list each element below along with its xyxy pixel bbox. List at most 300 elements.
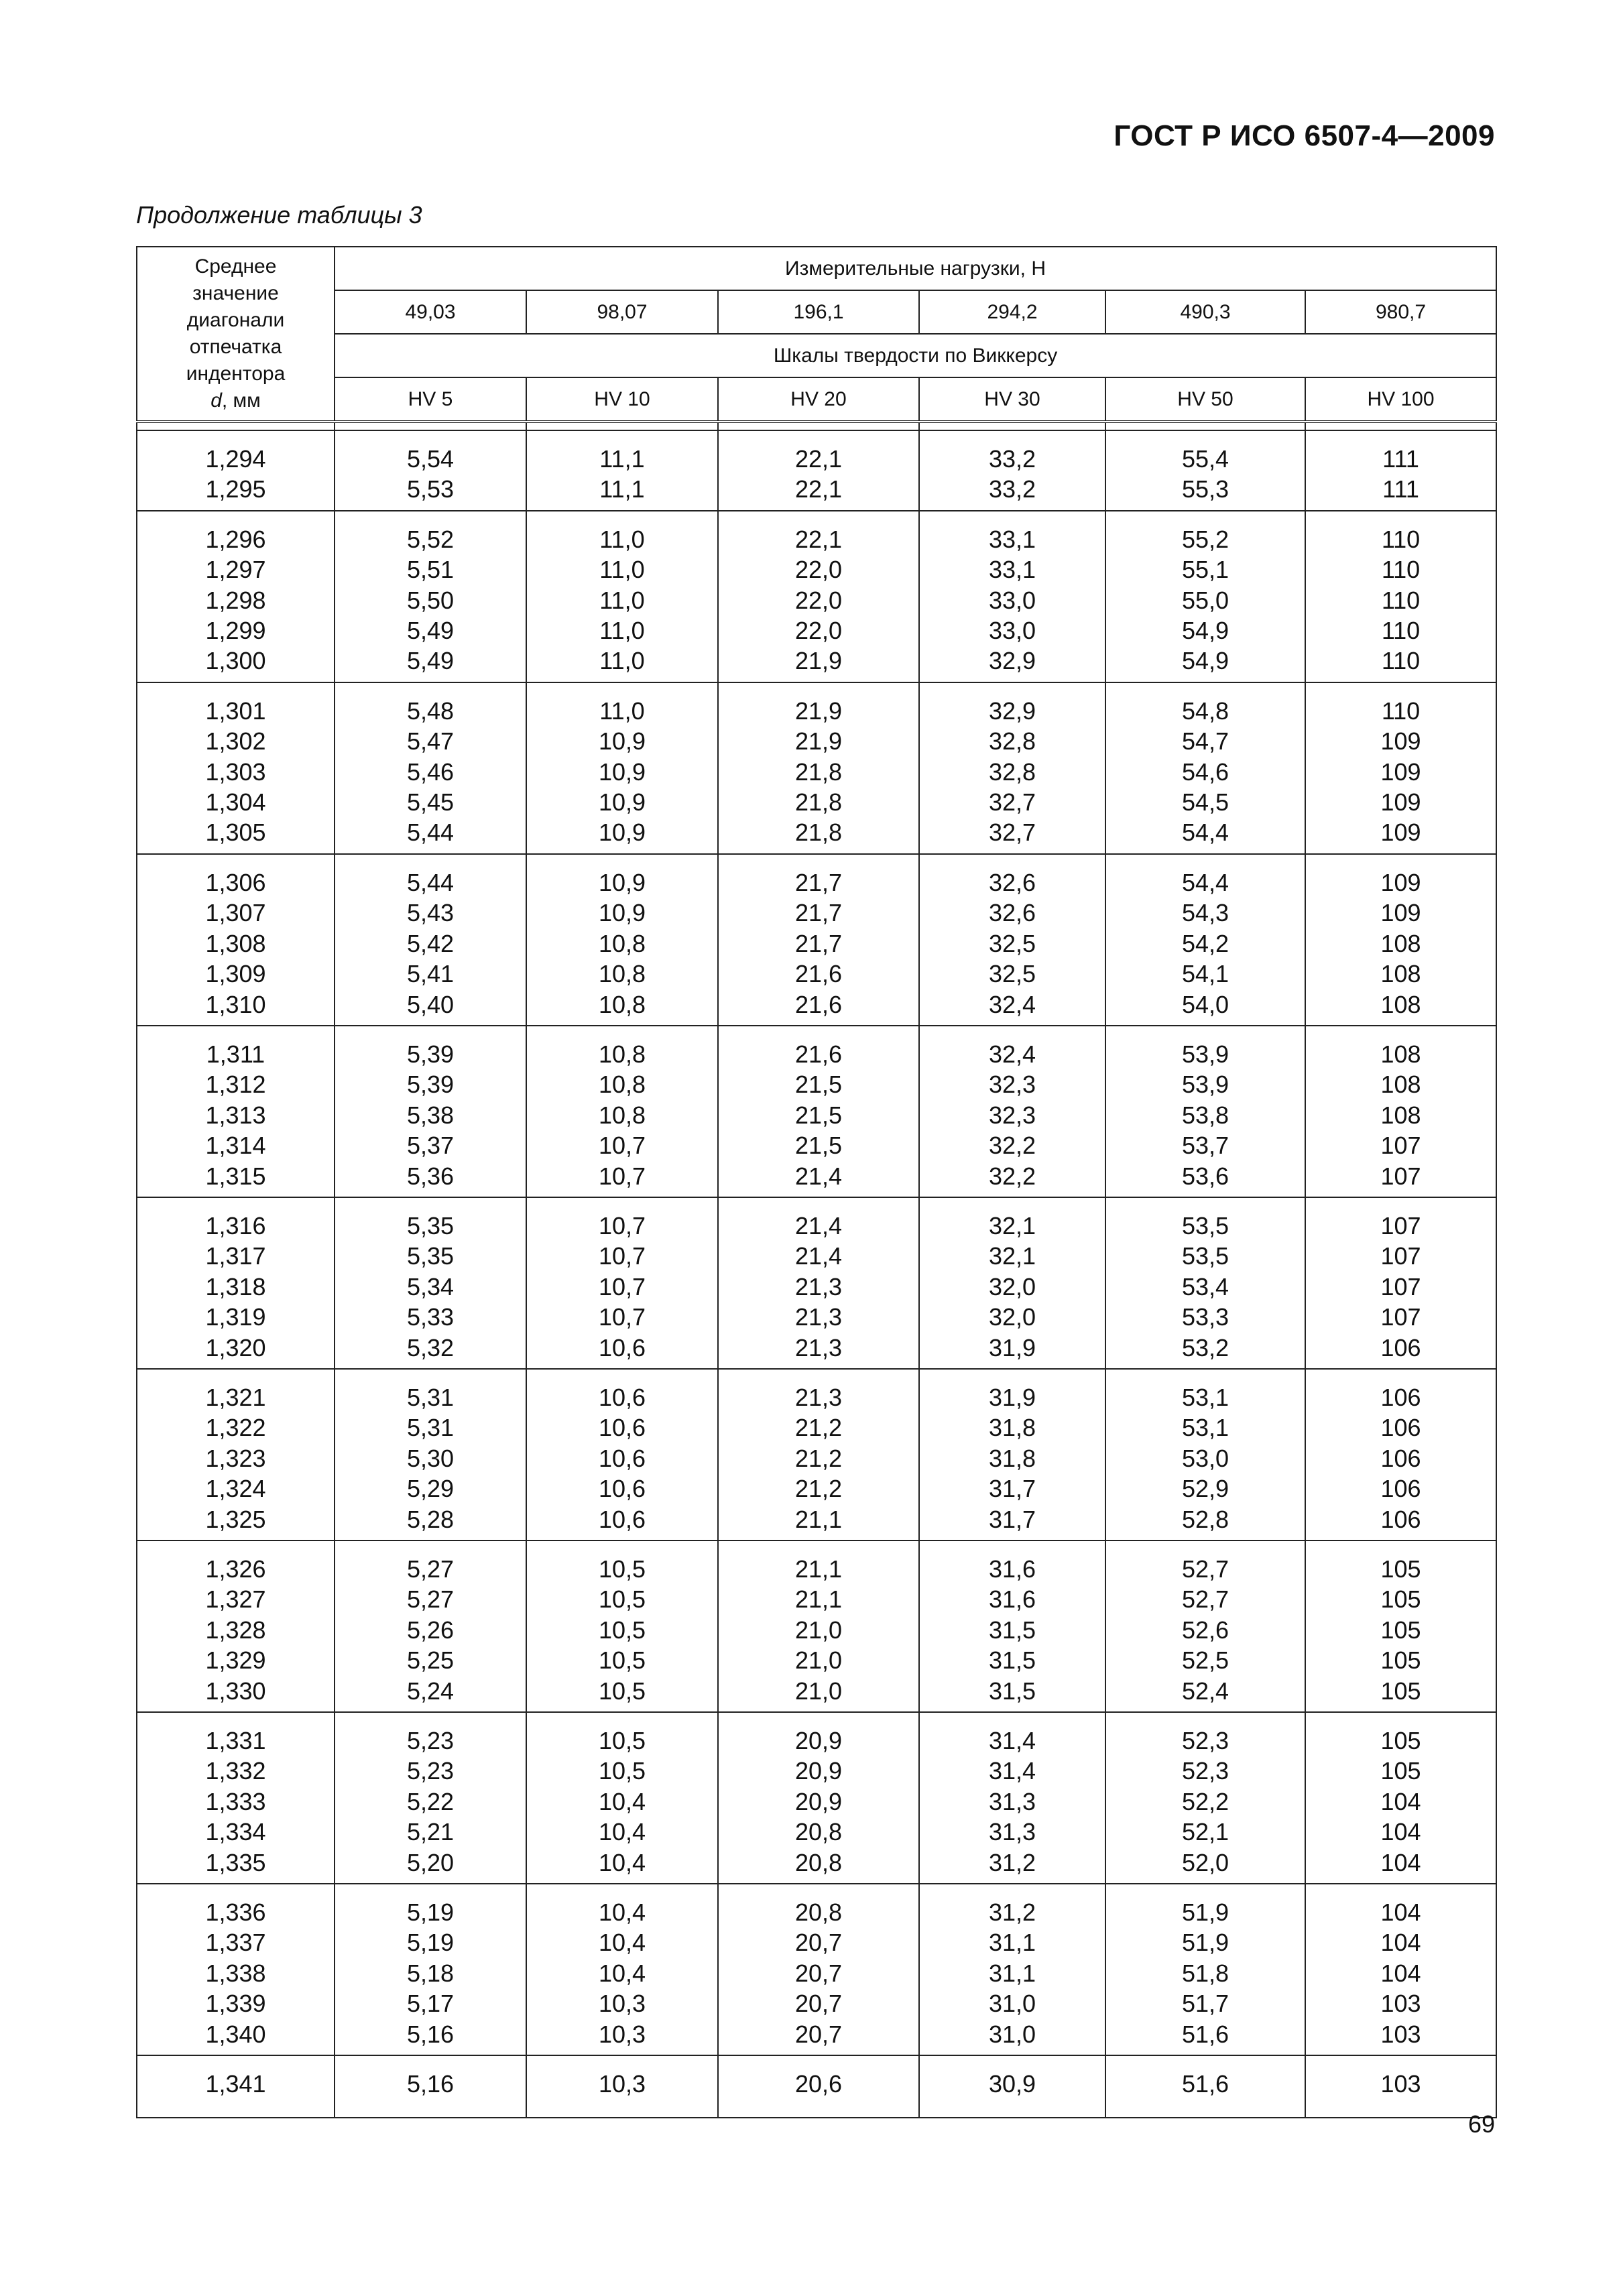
hardness-cell (1305, 1197, 1496, 1369)
header-line: отпечатка (189, 336, 282, 358)
hardness-cell (1305, 430, 1496, 511)
hardness-cell (1105, 1884, 1305, 2055)
cell-value: 22,0 (794, 586, 843, 614)
hardness-cell (919, 511, 1105, 682)
table-continuation-caption: Продолжение таблицы 3 (136, 201, 422, 229)
cell-value: 52,1 (1181, 1818, 1229, 1846)
cell-value: 31,3 (988, 1818, 1036, 1846)
scale-label: HV 50 (1105, 377, 1305, 422)
cell-value: 10,4 (598, 1898, 646, 1927)
hardness-cell (1105, 430, 1305, 511)
cell-value: 1,307 (205, 899, 266, 927)
cell-value: 55,3 (1181, 475, 1229, 503)
cell-value: 1,315 (205, 1162, 266, 1190)
cell-value: 21,8 (794, 788, 843, 817)
cell-value: 1,301 (205, 697, 266, 725)
cell-value: 54,7 (1181, 727, 1229, 756)
cell-value: 21,8 (794, 819, 843, 847)
cell-value: 1,295 (205, 475, 266, 503)
cell-value: 103 (1380, 2070, 1421, 2098)
diagonal-cell (137, 682, 335, 854)
cell-value: 106 (1380, 1475, 1421, 1503)
cell-value: 5,52 (406, 525, 455, 553)
cell-value: 20,8 (794, 1848, 843, 1876)
hardness-cell (718, 430, 919, 511)
cell-value: 10,8 (598, 1071, 646, 1099)
cell-value: 10,4 (598, 1929, 646, 1957)
cell-value: 1,303 (205, 758, 266, 786)
hardness-cell (335, 1197, 526, 1369)
cell-value: 5,24 (406, 1677, 455, 1705)
hardness-cell (718, 1884, 919, 2055)
load-value: 980,7 (1305, 290, 1496, 334)
cell-value: 106 (1380, 1414, 1421, 1442)
cell-value: 10,7 (598, 1272, 646, 1301)
cell-value: 31,5 (988, 1646, 1036, 1675)
cell-value: 51,7 (1181, 1990, 1229, 2018)
cell-value: 54,6 (1181, 758, 1229, 786)
cell-value: 32,0 (988, 1272, 1036, 1301)
hardness-cell (1305, 1369, 1496, 1540)
row-group (137, 1712, 1496, 1884)
cell-value: 109 (1380, 899, 1421, 927)
cell-value: 10,9 (598, 758, 646, 786)
hardness-cell (526, 1197, 718, 1369)
hardness-cell (919, 2055, 1105, 2117)
cell-value: 1,326 (205, 1555, 266, 1583)
cell-value: 5,22 (406, 1787, 455, 1815)
hardness-cell (919, 1026, 1105, 1197)
hardness-cell (718, 1026, 919, 1197)
cell-value: 21,3 (794, 1383, 843, 1411)
cell-value: 54,3 (1181, 899, 1229, 927)
cell-value: 21,4 (794, 1242, 843, 1270)
cell-value: 54,4 (1181, 868, 1229, 896)
cell-value: 10,5 (598, 1757, 646, 1785)
cell-value: 22,0 (794, 617, 843, 645)
cell-value: 110 (1381, 617, 1421, 645)
cell-value: 5,51 (406, 556, 455, 584)
cell-value: 21,8 (794, 758, 843, 786)
cell-value: 5,16 (406, 2070, 455, 2098)
cell-value: 32,6 (988, 899, 1036, 927)
cell-value: 5,38 (406, 1101, 455, 1129)
cell-value: 105 (1380, 1616, 1421, 1644)
cell-value: 53,9 (1181, 1071, 1229, 1099)
cell-value: 103 (1380, 2020, 1421, 2048)
cell-value: 1,336 (205, 1898, 266, 1927)
cell-value: 20,9 (794, 1787, 843, 1815)
cell-value: 1,314 (205, 1132, 266, 1160)
cell-value: 53,8 (1181, 1101, 1229, 1129)
cell-value: 21,5 (794, 1101, 843, 1129)
cell-value: 32,7 (988, 788, 1036, 817)
cell-value: 20,7 (794, 1929, 843, 1957)
cell-value: 5,31 (406, 1383, 455, 1411)
cell-value: 21,9 (794, 647, 843, 675)
cell-value: 10,7 (598, 1303, 646, 1331)
cell-value: 10,9 (598, 819, 646, 847)
hardness-cell (335, 1026, 526, 1197)
cell-value: 5,29 (406, 1475, 455, 1503)
cell-value: 107 (1380, 1211, 1421, 1240)
cell-value: 1,294 (205, 445, 266, 473)
cell-value: 10,9 (598, 899, 646, 927)
hardness-cell (718, 1540, 919, 1712)
hardness-cell (718, 1369, 919, 1540)
cell-value: 31,6 (988, 1585, 1036, 1614)
cell-value: 31,2 (988, 1898, 1036, 1927)
cell-value: 105 (1380, 1555, 1421, 1583)
hardness-cell (526, 1884, 718, 2055)
hardness-cell (1305, 682, 1496, 854)
diagonal-cell (137, 1197, 335, 1369)
cell-value: 1,300 (205, 647, 266, 675)
cell-value: 32,3 (988, 1071, 1036, 1099)
cell-value: 32,3 (988, 1101, 1036, 1129)
cell-value: 1,302 (205, 727, 266, 756)
cell-value: 1,324 (205, 1475, 266, 1503)
cell-value: 1,312 (205, 1071, 266, 1099)
cell-value: 21,3 (794, 1303, 843, 1331)
cell-value: 108 (1380, 960, 1421, 988)
cell-value: 21,0 (794, 1677, 843, 1705)
cell-value: 51,8 (1181, 1959, 1229, 1987)
hardness-cell (1105, 1369, 1305, 1540)
cell-value: 33,0 (988, 617, 1036, 645)
cell-value: 54,9 (1181, 617, 1229, 645)
cell-value: 54,4 (1181, 819, 1229, 847)
cell-value: 52,3 (1181, 1727, 1229, 1755)
cell-value: 10,9 (598, 727, 646, 756)
row-group (137, 1026, 1496, 1197)
cell-value: 1,299 (205, 617, 266, 645)
hardness-cell (1305, 1026, 1496, 1197)
cell-value: 5,23 (406, 1757, 455, 1785)
cell-value: 31,1 (988, 1929, 1036, 1957)
cell-value: 33,2 (988, 475, 1036, 503)
cell-value: 20,7 (794, 2020, 843, 2048)
cell-value: 10,3 (598, 2020, 646, 2048)
load-value: 196,1 (718, 290, 919, 334)
cell-value: 1,297 (205, 556, 266, 584)
hardness-cell (1305, 1712, 1496, 1884)
cell-value: 5,30 (406, 1444, 455, 1472)
cell-value: 52,8 (1181, 1505, 1229, 1533)
cell-value: 31,5 (988, 1677, 1036, 1705)
cell-value: 106 (1380, 1505, 1421, 1533)
cell-value: 22,1 (794, 525, 843, 553)
cell-value: 51,9 (1181, 1929, 1229, 1957)
cell-value: 5,35 (406, 1242, 455, 1270)
hardness-cell (1305, 1540, 1496, 1712)
cell-value: 52,6 (1181, 1616, 1229, 1644)
cell-value: 52,4 (1181, 1677, 1229, 1705)
cell-value: 107 (1380, 1132, 1421, 1160)
hardness-cell (919, 1197, 1105, 1369)
cell-value: 32,4 (988, 1040, 1036, 1068)
cell-value: 32,2 (988, 1132, 1036, 1160)
cell-value: 31,0 (988, 1990, 1036, 2018)
cell-value: 5,28 (406, 1505, 455, 1533)
scale-group-header: Шкалы твердости по Виккерсу (335, 334, 1496, 377)
cell-value: 5,16 (406, 2020, 455, 2048)
diagonal-cell (137, 1884, 335, 2055)
cell-value: 55,4 (1181, 445, 1229, 473)
cell-value: 53,1 (1181, 1383, 1229, 1411)
cell-value: 5,19 (406, 1898, 455, 1927)
cell-value: 105 (1380, 1757, 1421, 1785)
hardness-cell (526, 1712, 718, 1884)
cell-value: 10,7 (598, 1242, 646, 1270)
cell-value: 110 (1381, 525, 1421, 553)
table-row (137, 682, 1496, 854)
table-row (137, 1712, 1496, 1884)
cell-value: 111 (1382, 445, 1419, 473)
row-group (137, 1197, 1496, 1369)
table-row (137, 1884, 1496, 2055)
hardness-cell (1105, 854, 1305, 1026)
cell-value: 109 (1380, 727, 1421, 756)
hardness-cell (526, 430, 718, 511)
cell-value: 1,334 (205, 1818, 266, 1846)
cell-value: 21,1 (794, 1585, 843, 1614)
row-group (137, 1369, 1496, 1540)
cell-value: 11,0 (599, 525, 645, 553)
row-group (137, 1884, 1496, 2055)
cell-value: 1,316 (205, 1211, 266, 1240)
cell-value: 31,1 (988, 1959, 1036, 1987)
diagonal-cell (137, 1540, 335, 1712)
hardness-cell (526, 1369, 718, 1540)
cell-value: 53,5 (1181, 1242, 1229, 1270)
cell-value: 31,0 (988, 2020, 1036, 2048)
row-group (137, 1540, 1496, 1712)
cell-value: 5,20 (406, 1848, 455, 1876)
cell-value: 21,7 (794, 899, 843, 927)
cell-value: 1,311 (206, 1040, 265, 1068)
cell-value: 53,6 (1181, 1162, 1229, 1190)
cell-value: 10,6 (598, 1333, 646, 1362)
cell-value: 1,332 (205, 1757, 266, 1785)
cell-value: 109 (1380, 868, 1421, 896)
cell-value: 32,9 (988, 697, 1036, 725)
cell-value: 52,3 (1181, 1757, 1229, 1785)
cell-value: 5,50 (406, 586, 455, 614)
hardness-cell (335, 1712, 526, 1884)
cell-value: 52,0 (1181, 1848, 1229, 1876)
cell-value: 5,44 (406, 819, 455, 847)
hardness-cell (919, 430, 1105, 511)
cell-value: 5,35 (406, 1211, 455, 1240)
hardness-cell (526, 682, 718, 854)
cell-value: 31,9 (988, 1333, 1036, 1362)
cell-value: 11,0 (599, 617, 645, 645)
cell-value: 22,1 (794, 445, 843, 473)
hardness-cell (718, 854, 919, 1026)
cell-value: 20,7 (794, 1959, 843, 1987)
cell-value: 1,340 (205, 2020, 266, 2048)
cell-value: 54,0 (1181, 990, 1229, 1018)
document-code: ГОСТ Р ИСО 6507-4—2009 (1114, 119, 1495, 152)
cell-value: 21,2 (794, 1444, 843, 1472)
cell-value: 32,8 (988, 758, 1036, 786)
cell-value: 107 (1380, 1272, 1421, 1301)
header-line: значение (192, 282, 279, 304)
cell-value: 1,296 (205, 525, 266, 553)
cell-value: 33,2 (988, 445, 1036, 473)
cell-value: 109 (1380, 758, 1421, 786)
cell-value: 32,1 (988, 1242, 1036, 1270)
cell-value: 5,41 (406, 960, 455, 988)
cell-value: 10,7 (598, 1211, 646, 1240)
scale-label: HV 20 (718, 377, 919, 422)
hardness-cell (526, 2055, 718, 2117)
cell-value: 5,44 (406, 868, 455, 896)
header-line: Среднее (194, 255, 277, 278)
cell-value: 54,2 (1181, 929, 1229, 957)
cell-value: 1,329 (205, 1646, 266, 1675)
cell-value: 10,6 (598, 1505, 646, 1533)
cell-value: 55,1 (1181, 556, 1229, 584)
hardness-cell (1105, 682, 1305, 854)
cell-value: 10,5 (598, 1616, 646, 1644)
cell-value: 108 (1380, 1101, 1421, 1129)
cell-value: 110 (1381, 556, 1421, 584)
cell-value: 1,304 (205, 788, 266, 817)
cell-value: 31,7 (988, 1505, 1036, 1533)
cell-value: 32,8 (988, 727, 1036, 756)
table-row (137, 511, 1496, 682)
hardness-cell (718, 2055, 919, 2117)
cell-value: 107 (1380, 1303, 1421, 1331)
hardness-cell (919, 1369, 1105, 1540)
cell-value: 110 (1381, 697, 1421, 725)
cell-value: 32,1 (988, 1211, 1036, 1240)
hardness-cell (919, 1540, 1105, 1712)
cell-value: 53,7 (1181, 1132, 1229, 1160)
cell-value: 51,9 (1181, 1898, 1229, 1927)
cell-value: 104 (1380, 1787, 1421, 1815)
cell-value: 11,0 (599, 697, 645, 725)
cell-value: 11,1 (599, 445, 645, 473)
cell-value: 1,305 (205, 819, 266, 847)
cell-value: 10,6 (598, 1475, 646, 1503)
cell-value: 32,2 (988, 1162, 1036, 1190)
cell-value: 5,47 (406, 727, 455, 756)
cell-value: 21,4 (794, 1162, 843, 1190)
hardness-cell (919, 1712, 1105, 1884)
hardness-cell (718, 511, 919, 682)
cell-value: 1,313 (205, 1101, 266, 1129)
cell-value: 21,7 (794, 868, 843, 896)
cell-value: 1,331 (205, 1727, 266, 1755)
cell-value: 106 (1380, 1444, 1421, 1472)
cell-value: 1,328 (205, 1616, 266, 1644)
cell-value: 10,7 (598, 1132, 646, 1160)
diagonal-cell (137, 1369, 335, 1540)
cell-value: 1,317 (205, 1242, 266, 1270)
cell-value: 5,18 (406, 1959, 455, 1987)
cell-value: 53,1 (1181, 1414, 1229, 1442)
cell-value: 10,5 (598, 1727, 646, 1755)
cell-value: 5,36 (406, 1162, 455, 1190)
row-group (137, 854, 1496, 1026)
cell-value: 1,341 (205, 2070, 266, 2098)
hardness-cell (919, 854, 1105, 1026)
vickers-hardness-table (136, 246, 1497, 2118)
hardness-cell (1105, 511, 1305, 682)
hardness-cell (718, 1197, 919, 1369)
cell-value: 20,8 (794, 1818, 843, 1846)
diagonal-cell (137, 1026, 335, 1197)
cell-value: 32,9 (988, 647, 1036, 675)
hardness-cell (335, 511, 526, 682)
cell-value: 21,1 (794, 1555, 843, 1583)
cell-value: 1,339 (205, 1990, 266, 2018)
cell-value: 5,23 (406, 1727, 455, 1755)
cell-value: 30,9 (988, 2070, 1036, 2098)
cell-value: 11,0 (599, 556, 645, 584)
cell-value: 32,7 (988, 819, 1036, 847)
cell-value: 54,9 (1181, 647, 1229, 675)
hardness-cell (718, 1712, 919, 1884)
cell-value: 10,9 (598, 788, 646, 817)
load-value: 98,07 (526, 290, 718, 334)
hardness-cell (1105, 2055, 1305, 2117)
scale-label: HV 30 (919, 377, 1105, 422)
hardness-cell (335, 1369, 526, 1540)
cell-value: 52,5 (1181, 1646, 1229, 1675)
cell-value: 5,25 (406, 1646, 455, 1675)
cell-value: 1,308 (205, 929, 266, 957)
cell-value: 108 (1380, 990, 1421, 1018)
cell-value: 21,1 (794, 1505, 843, 1533)
cell-value: 31,3 (988, 1787, 1036, 1815)
cell-value: 5,32 (406, 1333, 455, 1362)
cell-value: 31,2 (988, 1848, 1036, 1876)
cell-value: 52,9 (1181, 1475, 1229, 1503)
cell-value: 5,53 (406, 475, 455, 503)
hardness-cell (526, 854, 718, 1026)
table-row (137, 430, 1496, 511)
hardness-cell (1105, 1540, 1305, 1712)
cell-value: 11,0 (599, 647, 645, 675)
cell-value: 104 (1380, 1848, 1421, 1876)
cell-value: 5,42 (406, 929, 455, 957)
table-row (137, 2055, 1496, 2117)
cell-value: 1,320 (205, 1333, 266, 1362)
table-row (137, 1369, 1496, 1540)
cell-value: 21,3 (794, 1272, 843, 1301)
cell-value: 53,4 (1181, 1272, 1229, 1301)
cell-value: 1,306 (205, 868, 266, 896)
cell-value: 21,7 (794, 929, 843, 957)
cell-value: 10,4 (598, 1818, 646, 1846)
row-group (137, 2055, 1496, 2117)
load-group-header: Измерительные нагрузки, Н (335, 247, 1496, 290)
header-separator (137, 422, 1496, 430)
cell-value: 1,330 (205, 1677, 266, 1705)
cell-value: 104 (1380, 1898, 1421, 1927)
hardness-cell (335, 854, 526, 1026)
cell-value: 1,335 (205, 1848, 266, 1876)
cell-value: 105 (1380, 1677, 1421, 1705)
cell-value: 32,5 (988, 960, 1036, 988)
cell-value: 108 (1380, 1040, 1421, 1068)
cell-value: 52,7 (1181, 1555, 1229, 1583)
cell-value: 1,337 (205, 1929, 266, 1957)
